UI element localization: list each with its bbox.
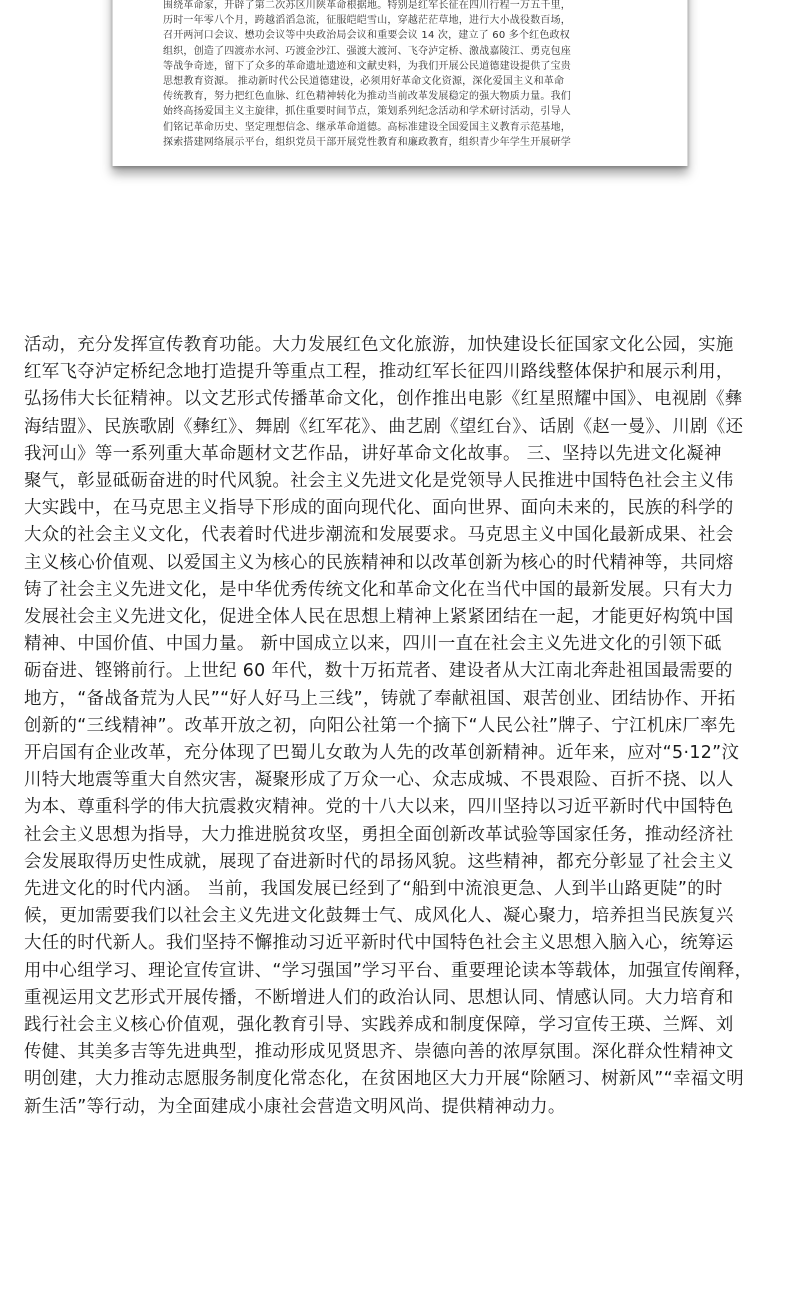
excerpt-text: 围绕革命家，开辟了第二次苏区川陕革命根据地。特别是红军长征在四川行程一万五千里， 历时一年零八个月，跨越滔滔急流，征服皑皑雪山，穿越茫茫草地，进行大小战役数百场， 召开两河口会议、懋功会议等中央政治局会议和重要会议 14 次，建立了 60 多个红色政权 组织，创造了四渡赤水河、巧渡金沙江、强渡大渡河、飞夺泸定桥、激战嘉陵江、勇克包座 等战争奇迹，留下了众多的革命遗址遗迹和文献史料，为我们开展公民道德建设提供了宝贵 思想教育资源。 推动新时代公民道德建设，必须用好革命文化资源，深化爱国主义和革命 传统教育，努力把红色血脉、红色精神转化为推动当前改革发展稳定的强大物质力量。我们 始终高扬爱国主义主旋律，抓住重要时间节点，策划系列纪念活动和学术研讨活动，引导人 们铭记革命历史、坚定理想信念、继承革命道德。高标准建设全国爱国主义教育示范基地， 探索搭建网络展示平台，组织党员干部开展党性教育和廉政教育，组织青少年学生开展研学	[163, 0, 571, 148]
document-excerpt-card	[112, 0, 688, 166]
article-body: 活动，充分发挥宣传教育功能。大力发展红色文化旅游，加快建设长征国家文化公园，实施 红军飞夺泸定桥纪念地打造提升等重点工程，推动红军长征四川路线整体保护和展示利用， 弘扬伟大长征精神。以文艺形式传播革命文化，创作推出电影《红星照耀中国》、电视剧《彝 海结盟》、民族歌剧《彝红》、舞剧《红军花》、曲艺剧《望红台》、话剧《赵一曼》、川剧《还 我河山》等一系列重大革命题材文艺作品，讲好革命文化故事。 三、坚持以先进文化凝神 聚气，彰显砥砺奋进的时代风貌。社会主义先进文化是党领导人民推进中国特色社会主义伟 大实践中，在马克思主义指导下形成的面向现代化、面向世界、面向未来的，民族的科学的 大众的社会主义文化，代表着时代进步潮流和发展要求。马克思主义中国化最新成果、社会 主义核心价值观、以爱国主义为核心的民族精神和以改革创新为核心的时代精神等，共同熔 铸了社会主义先进文化，是中华优秀传统文化和革命文化在当代中国的最新发展。只有大力 发展社会主义先进文化，促进全体人民在思想上精神上紧紧团结在一起，才能更好构筑中国 精神、中国价值、中国力量。 新中国成立以来，四川一直在社会主义先进文化的引领下砥 砺奋进、铿锵前行。上世纪 60 年代，数十万拓荒者、建设者从大江南北奔赴祖国最需要的 地方，“备战备荒为人民”“好人好马上三线”，铸就了奉献祖国、艰苦创业、团结协作、开拓 创新的“三线精神”。改革开放之初，向阳公社第一个摘下“人民公社”牌子、宁江机床厂率先 开启国有企业改革，充分体现了巴蜀儿女敢为人先的改革创新精神。近年来，应对“5·12”汶 川特大地震等重大自然灾害，凝聚形成了万众一心、众志成城、不畏艰险、百折不挠、以人 为本、尊重科学的伟大抗震救灾精神。党的十八大以来，四川坚持以习近平新时代中国特色 社会主义思想为指导，大力推进脱贫攻坚，勇担全面创新改革试验等国家任务，推动经济社 会发展取得历史性成就，展现了奋进新时代的昂扬风貌。这些精神，都充分彰显了社会主义 先进文化的时代内涵。 当前，我国发展已经到了“船到中流浪更急、人到半山路更陡”的时 候，更加需要我们以社会主义先进文化鼓舞士气、成风化人、凝心聚力，培养担当民族复兴 大任的时代新人。我们坚持不懈推动习近平新时代中国特色社会主义思想入脑入心，统筹运 用中心组学习、理论宣传宣讲、“学习强国”学习平台、重要理论读本等载体，加强宣传阐释， 重视运用文艺形式开展传播，不断增进人们的政治认同、思想认同、情感认同。大力培育和 践行社会主义核心价值观，强化教育引导、实践养成和制度保障，学习宣传王瑛、兰辉、刘 传健、其美多吉等先进典型，推动形成见贤思齐、崇德向善的浓厚氛围。深化群众性精神文 明创建，大力推动志愿服务制度化常态化，在贫困地区大力开展“除陋习、树新风”“幸福文明 新生活”等行动，为全面建成小康社会营造文明风尚、提供精神动力。	[24, 335, 753, 1117]
